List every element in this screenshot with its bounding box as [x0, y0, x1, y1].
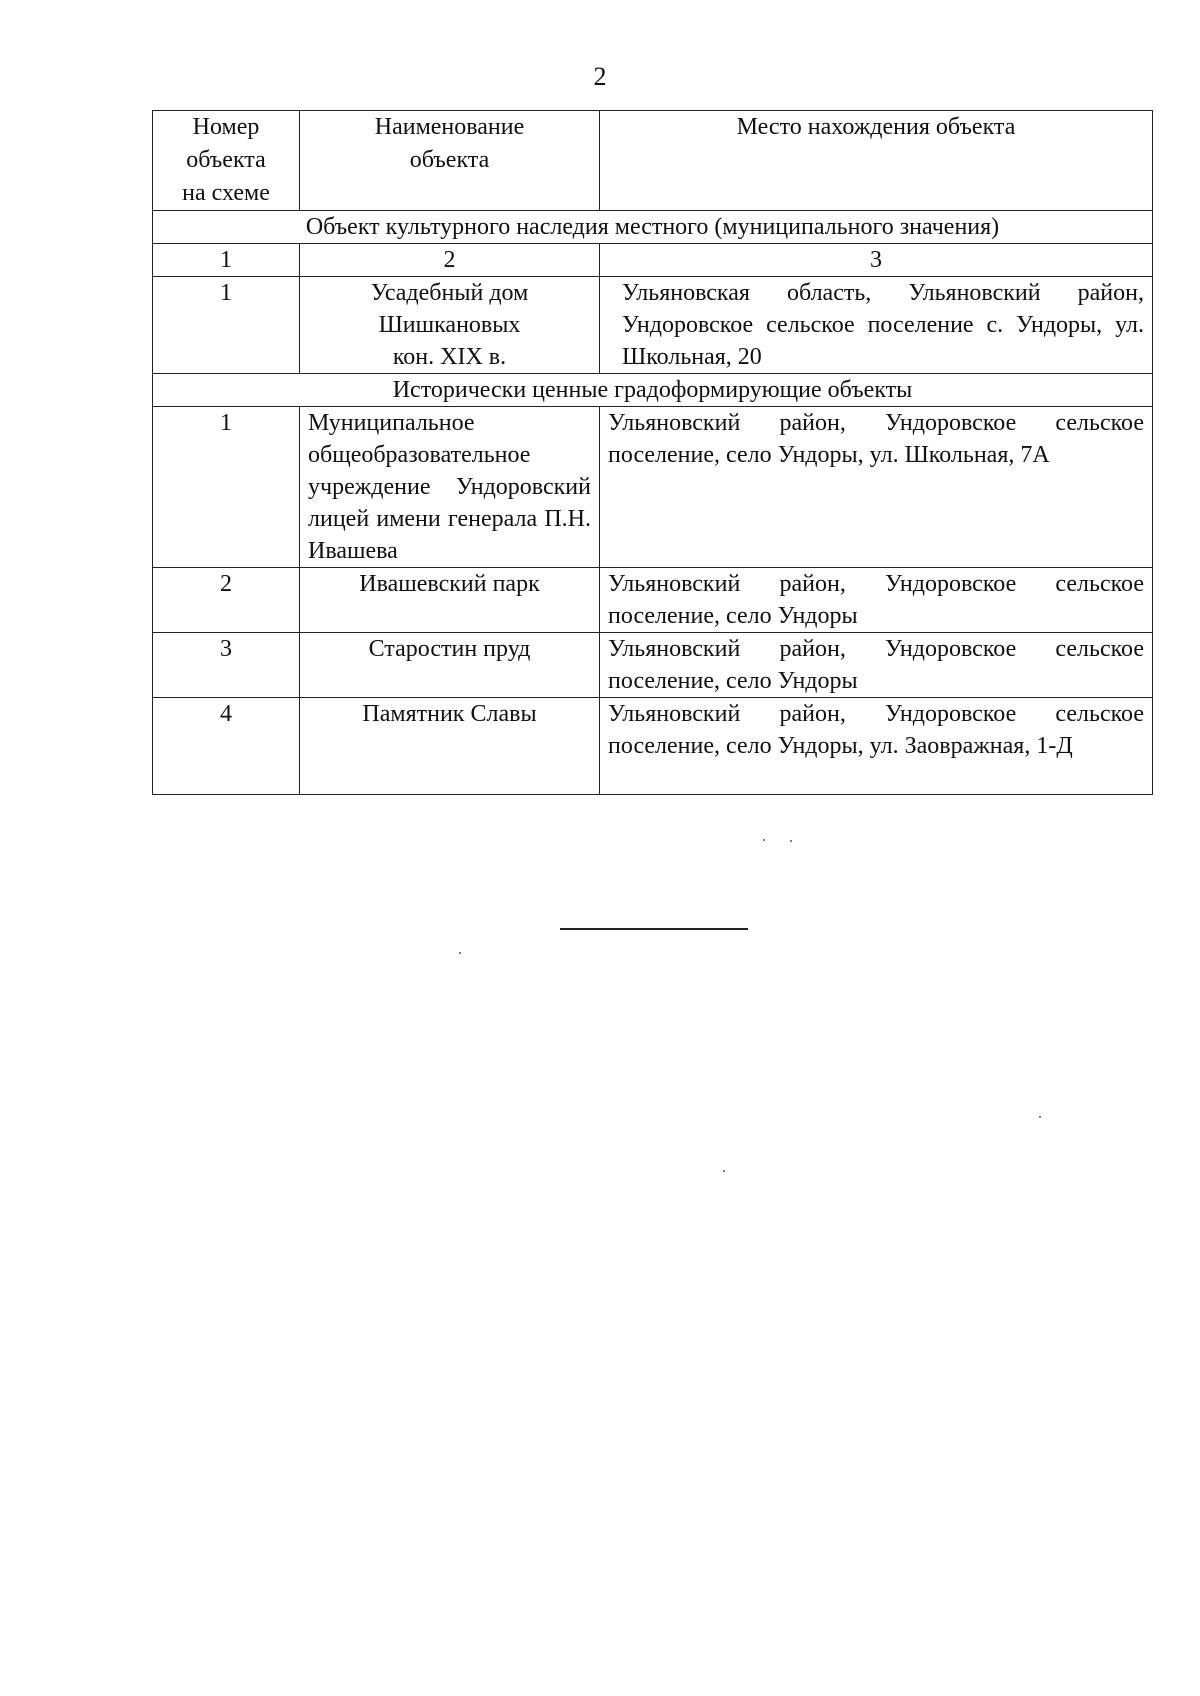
- scan-speck: [790, 840, 792, 842]
- column-number: 2: [300, 244, 600, 277]
- column-number: 3: [600, 244, 1153, 277]
- row-location: Ульяновский район, Ундоровское сельское поселение, село Ундоры: [600, 568, 1153, 633]
- scan-speck: [459, 952, 461, 954]
- row-name: Муниципальное общеобразовательное учреждение Ундоровский лицей имени генерала П.Н. Ивашева: [300, 407, 600, 568]
- row-location: Ульяновский район, Ундоровское сельское поселение, село Ундоры, ул. Школьная, 7А: [600, 407, 1153, 568]
- header-line: объекта: [186, 147, 266, 173]
- row-number: 3: [153, 633, 300, 698]
- row-number: 2: [153, 568, 300, 633]
- table-row: [153, 698, 1153, 795]
- section-title-cultural-heritage: Объект культурного наследия местного (муниципального значения): [153, 211, 1153, 244]
- name-line: кон. XIX в.: [392, 344, 507, 370]
- row-number: 1: [153, 407, 300, 568]
- table-row: [153, 568, 1153, 633]
- row-name: Памятник Славы: [300, 698, 600, 795]
- row-name: Старостин пруд: [300, 633, 600, 698]
- table-row: [153, 633, 1153, 698]
- name-line: Усадебный дом: [370, 280, 529, 306]
- header-object-location: Место нахождения объекта: [600, 111, 1153, 211]
- page-number: 2: [593, 62, 607, 91]
- row-location: Ульяновская область, Ульяновский район, Ундоровское сельское поселение с. Ундоры, ул. Школьная, 20: [600, 277, 1153, 374]
- column-number: 1: [153, 244, 300, 277]
- row-number: 1: [153, 277, 300, 374]
- row-name: Ивашевский парк: [300, 568, 600, 633]
- section-row: [153, 374, 1153, 407]
- table-row: [153, 277, 1153, 374]
- row-name: [300, 277, 600, 374]
- section-title-historic-objects: Исторически ценные градоформирующие объекты: [153, 374, 1153, 407]
- header-object-number: [153, 111, 300, 211]
- scan-speck: [763, 839, 765, 841]
- row-number: 4: [153, 698, 300, 795]
- header-line: Номер: [192, 114, 260, 140]
- end-separator-line: [560, 928, 748, 930]
- name-line: Шишкановых: [378, 312, 521, 338]
- section-row: [153, 211, 1153, 244]
- row-location: Ульяновский район, Ундоровское сельское поселение, село Ундоры, ул. Заовражная, 1-Д: [600, 698, 1153, 795]
- objects-table: [152, 110, 1153, 795]
- scan-speck: [723, 1170, 725, 1172]
- header-object-name: [300, 111, 600, 211]
- table-row: [153, 407, 1153, 568]
- header-line: объекта: [409, 147, 490, 173]
- scan-speck: [1039, 1116, 1041, 1118]
- table-header-row: [153, 111, 1153, 211]
- header-line: Наименование: [374, 114, 525, 140]
- column-number-row: [153, 244, 1153, 277]
- header-line: на схеме: [182, 180, 270, 206]
- row-location: Ульяновский район, Ундоровское сельское поселение, село Ундоры: [600, 633, 1153, 698]
